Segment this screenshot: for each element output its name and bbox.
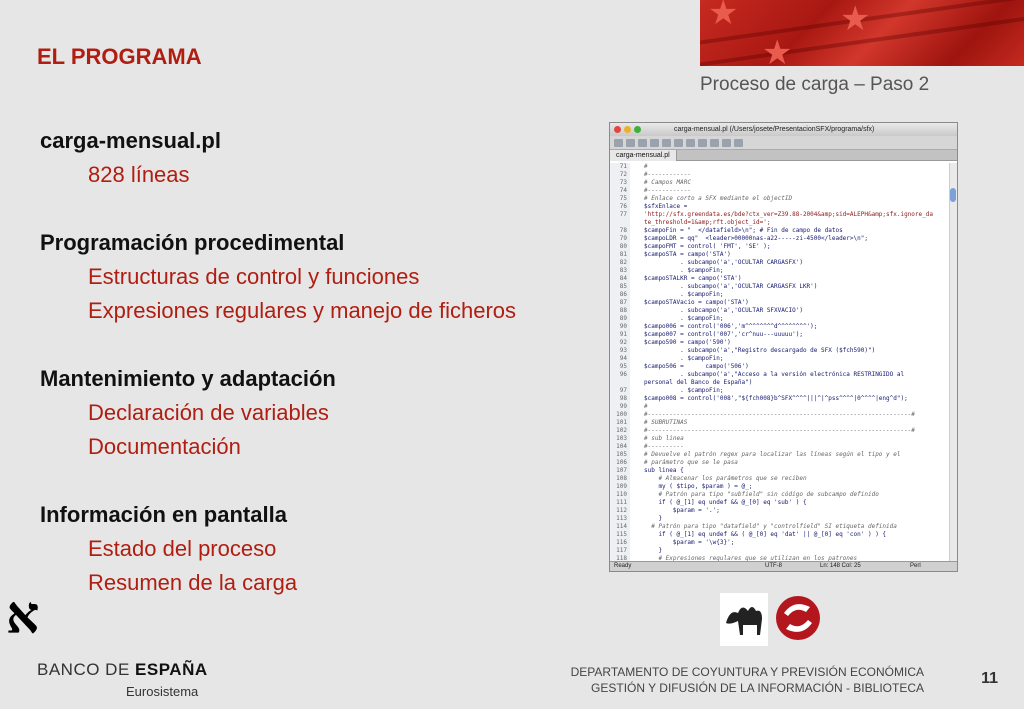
code-line[interactable] [610, 403, 949, 411]
line-number: 74 [610, 187, 630, 195]
code-text: $sfxEnlace = [644, 203, 688, 210]
code-line[interactable] [610, 347, 949, 355]
line-number: 75 [610, 195, 630, 203]
sfx-logo-icon [776, 596, 820, 640]
header-flag-banner [700, 0, 1024, 66]
code-text: . subcampo('a','OCULTAR SFXVACIO') [644, 307, 803, 314]
line-number: 109 [610, 483, 630, 491]
code-text: . subcampo('a',"Registro descargado de SFX ($fch590)") [644, 347, 876, 354]
code-area[interactable] [610, 163, 949, 561]
code-text: $campo006 = control('006','m^^^^^^^^d^^^^^^^^'); [644, 323, 818, 330]
line-number: 97 [610, 387, 630, 395]
code-line[interactable] [610, 547, 949, 555]
line-number: 71 [610, 163, 630, 171]
code-line[interactable] [610, 515, 949, 523]
new-file-icon[interactable] [614, 139, 623, 147]
code-text: . $campoFin; [644, 315, 724, 322]
star-icon: ★ [840, 0, 871, 38]
footer [0, 646, 1024, 709]
code-text: #------------ [644, 171, 691, 178]
code-text: $campoFin = " </datafield>\n"; # Fin de campo de datos [644, 227, 843, 234]
status-language[interactable]: Perl [910, 563, 921, 569]
line-number: 88 [610, 307, 630, 315]
line-number: 103 [610, 435, 630, 443]
line-number: 101 [610, 419, 630, 427]
code-line[interactable] [610, 275, 949, 283]
code-text: $campo506 = campo('506') [644, 363, 749, 370]
code-text: # parámetro que se le pasa [644, 459, 738, 466]
line-number: 83 [610, 267, 630, 275]
line-number [610, 219, 630, 227]
line-number: 82 [610, 259, 630, 267]
code-text: $campo008 = control('008',"${fch008}b^SFX^^^^|||^|^pss^^^^|0^^^^|eng^d"); [644, 395, 908, 402]
line-number: 114 [610, 523, 630, 531]
banco-de-espana-logo: BANCO DE ESPAÑA [37, 660, 208, 679]
line-number: 79 [610, 235, 630, 243]
code-text: # [644, 403, 648, 410]
code-text: $campoSTAVacio = campo('STA') [644, 299, 749, 306]
minimize-window-button[interactable] [624, 126, 631, 133]
line-number: 73 [610, 179, 630, 187]
code-text: } [644, 515, 663, 522]
code-line[interactable] [610, 339, 949, 347]
editor-statusbar [610, 561, 957, 571]
line-number: 115 [610, 531, 630, 539]
line-number: 94 [610, 355, 630, 363]
code-line[interactable] [610, 507, 949, 515]
code-line[interactable] [610, 315, 949, 323]
code-line[interactable] [610, 331, 949, 339]
code-line[interactable] [610, 259, 949, 267]
section-title: EL PROGRAMA [37, 44, 202, 69]
outline-item: Estado del proceso [88, 536, 277, 561]
code-text: } [644, 547, 663, 554]
zoom-window-button[interactable] [634, 126, 641, 133]
status-encoding[interactable]: UTF-8 [765, 563, 782, 569]
code-text: . $campoFin; [644, 387, 724, 394]
code-text: $campo007 = control('007','cr^nuu---uuuuu'); [644, 331, 803, 338]
outline-item: 828 líneas [88, 162, 190, 187]
line-number: 77 [610, 211, 630, 219]
outline-item: Estructuras de control y funciones [88, 264, 420, 289]
line-number: 87 [610, 299, 630, 307]
outline-item: Expresiones regulares y manejo de ficheros [88, 298, 517, 323]
status-position: Ln: 148 Col: 25 [820, 563, 861, 569]
line-number: 107 [610, 467, 630, 475]
print-icon[interactable] [650, 139, 659, 147]
code-line[interactable] [610, 435, 949, 443]
code-text: $campo590 = campo('590') [644, 339, 731, 346]
code-text: 'http://sfx.greendata.es/bde?ctx_ver=Z39.88-2004&amp;sid=ALEPH&amp;sfx.ignore_da [644, 211, 933, 218]
code-line[interactable] [610, 419, 949, 427]
line-number: 117 [610, 547, 630, 555]
line-number: 100 [610, 411, 630, 419]
code-line[interactable] [610, 395, 949, 403]
code-line[interactable] [610, 219, 949, 227]
code-line[interactable] [610, 179, 949, 187]
code-line[interactable] [610, 427, 949, 435]
line-number: 86 [610, 291, 630, 299]
code-line[interactable] [610, 371, 949, 379]
code-line[interactable] [610, 307, 949, 315]
outline-heading: Información en pantalla [40, 502, 287, 527]
code-text: . $campoFin; [644, 355, 724, 362]
department-info [571, 664, 924, 696]
line-number: 84 [610, 275, 630, 283]
editor-window-title: carga-mensual.pl (/Users/josete/PresentacionSFX/programa/sfx) [674, 126, 875, 133]
code-text: . subcampo('a','OCULTAR CARGASFX') [644, 259, 803, 266]
outline-heading: Programación procedimental [40, 230, 345, 255]
editor-tabbar [610, 150, 957, 161]
line-number: 81 [610, 251, 630, 259]
code-line[interactable] [610, 379, 949, 387]
code-line[interactable] [610, 323, 949, 331]
code-line[interactable] [610, 299, 949, 307]
star-icon: ★ [708, 0, 739, 32]
code-line[interactable] [610, 475, 949, 483]
code-line[interactable] [610, 539, 949, 547]
code-text: # Expresiones regulares que se utilizan en los patrones [644, 555, 858, 561]
code-line[interactable] [610, 459, 949, 467]
code-line[interactable] [610, 171, 949, 179]
line-number: 78 [610, 227, 630, 235]
code-text: my ( $tipo, $param ) = @_; [644, 483, 753, 490]
code-text: #------------ [644, 187, 691, 194]
code-text: # Enlace corto a SFX mediante el objectID [644, 195, 793, 202]
page-number: 11 [981, 670, 998, 687]
paste-icon[interactable] [710, 139, 719, 147]
outline-item: Resumen de la carga [88, 570, 298, 595]
code-line[interactable] [610, 187, 949, 195]
code-line[interactable] [610, 523, 949, 531]
code-text: # Campos MARC [644, 179, 691, 186]
close-window-button[interactable] [614, 126, 621, 133]
outline-list [40, 124, 580, 600]
code-line[interactable] [610, 363, 949, 371]
code-text: $campoSTA = campo('STA') [644, 251, 731, 258]
code-line[interactable] [610, 491, 949, 499]
code-text: $param = '\w{3}'; [644, 539, 735, 546]
line-number: 95 [610, 363, 630, 371]
code-text: personal del Banco de España") [644, 379, 753, 386]
code-line[interactable] [610, 243, 949, 251]
code-line[interactable] [610, 451, 949, 459]
line-number: 98 [610, 395, 630, 403]
line-number: 118 [610, 555, 630, 561]
find-icon[interactable] [722, 139, 731, 147]
line-number: 76 [610, 203, 630, 211]
redo-icon[interactable] [674, 139, 683, 147]
line-number: 99 [610, 403, 630, 411]
line-number: 80 [610, 243, 630, 251]
code-text: . $campoFin; [644, 291, 724, 298]
line-number: 89 [610, 315, 630, 323]
code-text: $campoFMT = control( 'FMT', 'SE' ); [644, 243, 771, 250]
editor-scrollbar[interactable] [949, 163, 957, 561]
editor-toolbar [610, 136, 957, 150]
aleph-logo-icon: א [6, 585, 40, 646]
line-number: 91 [610, 331, 630, 339]
code-text: #---------- [644, 443, 684, 450]
undo-icon[interactable] [662, 139, 671, 147]
open-file-icon[interactable] [626, 139, 635, 147]
outline-heading: Mantenimiento y adaptación [40, 366, 336, 391]
code-text: if ( @_[1] eq undef && ( @_[0] eq 'dat' || @_[0] eq 'con' ) ) { [644, 531, 887, 538]
line-number: 116 [610, 539, 630, 547]
code-text: # SUBRUTINAS [644, 419, 688, 426]
code-line[interactable] [610, 235, 949, 243]
editor-titlebar [610, 123, 957, 136]
line-number: 110 [610, 491, 630, 499]
code-line[interactable] [610, 531, 949, 539]
settings-icon[interactable] [734, 139, 743, 147]
perl-sfx-logos [720, 593, 824, 647]
save-icon[interactable] [638, 139, 647, 147]
outline-heading: carga-mensual.pl [40, 128, 221, 153]
code-line[interactable] [610, 443, 949, 451]
code-text: . subcampo('a',"Acceso a la versión electrónica RESTRINGIDO al [644, 371, 905, 378]
copy-icon[interactable] [698, 139, 707, 147]
outline-item: Documentación [88, 434, 241, 459]
code-text: # Devuelve el patrón regex para localizar las líneas según el tipo y el [644, 451, 901, 458]
code-text: te_threshold=1&amp;rft.object_id='; [644, 219, 771, 226]
code-line[interactable] [610, 195, 949, 203]
line-number: 112 [610, 507, 630, 515]
line-number: 90 [610, 323, 630, 331]
code-line[interactable] [610, 499, 949, 507]
slide-subtitle: Proceso de carga – Paso 2 [700, 74, 930, 95]
code-text: $campoSTALKR = campo('STA') [644, 275, 742, 282]
line-number: 104 [610, 443, 630, 451]
cut-icon[interactable] [686, 139, 695, 147]
code-editor-window [609, 122, 958, 572]
code-text: #-------------------------------------------------------------------------# [644, 411, 915, 418]
code-text: # [644, 163, 648, 170]
code-text: . subcampo('a','OCULTAR CARGASFX LKR') [644, 283, 818, 290]
code-text: . $campoFin; [644, 267, 724, 274]
code-text: # Patrón para tipo "subfield" sin código de subcampo definido [644, 491, 879, 498]
code-text: # sub linea [644, 435, 684, 442]
eurosystem-label: Eurosistema [126, 684, 199, 699]
code-line[interactable] [610, 227, 949, 235]
code-text: # Patrón para tipo "datafield" y "controlfield" SI etiqueta definida [644, 523, 897, 530]
star-icon: ★ [762, 34, 793, 66]
code-text: if ( @_[1] eq undef && @_[0] eq 'sub' ) { [644, 499, 807, 506]
line-number: 108 [610, 475, 630, 483]
code-text: $campoLDR = qq" <leader>00000nas-a22-----zi-4500</leader>\n"; [644, 235, 868, 242]
line-number: 113 [610, 515, 630, 523]
line-number: 105 [610, 451, 630, 459]
code-line[interactable] [610, 291, 949, 299]
code-text: # Almacenar los parámetros que se reciben [644, 475, 807, 482]
line-number: 96 [610, 371, 630, 379]
scroll-thumb[interactable] [950, 188, 956, 202]
tab-carga-mensual[interactable]: carga-mensual.pl [610, 150, 677, 161]
code-line[interactable] [610, 355, 949, 363]
code-line[interactable] [610, 387, 949, 395]
code-text: $param = '.'; [644, 507, 720, 514]
line-number [610, 379, 630, 387]
line-number: 102 [610, 427, 630, 435]
code-line[interactable] [610, 267, 949, 275]
department-line-2: GESTIÓN Y DIFUSIÓN DE LA INFORMACIÓN - BIBLIOTECA [591, 681, 924, 695]
status-state: Ready [614, 563, 632, 569]
code-text: #-------------------------------------------------------------------------# [644, 427, 915, 434]
line-number: 85 [610, 283, 630, 291]
line-number: 93 [610, 347, 630, 355]
line-number: 106 [610, 459, 630, 467]
perl-camel-logo-icon [720, 593, 768, 647]
code-line[interactable] [610, 211, 949, 219]
department-line-1: DEPARTAMENTO DE COYUNTURA Y PREVISIÓN ECONÓMICA [570, 665, 924, 679]
code-line[interactable] [610, 203, 949, 211]
line-number: 111 [610, 499, 630, 507]
code-text: sub linea { [644, 467, 684, 474]
line-number: 92 [610, 339, 630, 347]
line-number: 72 [610, 171, 630, 179]
code-line[interactable] [610, 411, 949, 419]
code-line[interactable] [610, 467, 949, 475]
code-line[interactable] [610, 163, 949, 171]
outline-item: Declaración de variables [88, 400, 329, 425]
code-line[interactable] [610, 251, 949, 259]
code-line[interactable] [610, 283, 949, 291]
code-line[interactable] [610, 483, 949, 491]
